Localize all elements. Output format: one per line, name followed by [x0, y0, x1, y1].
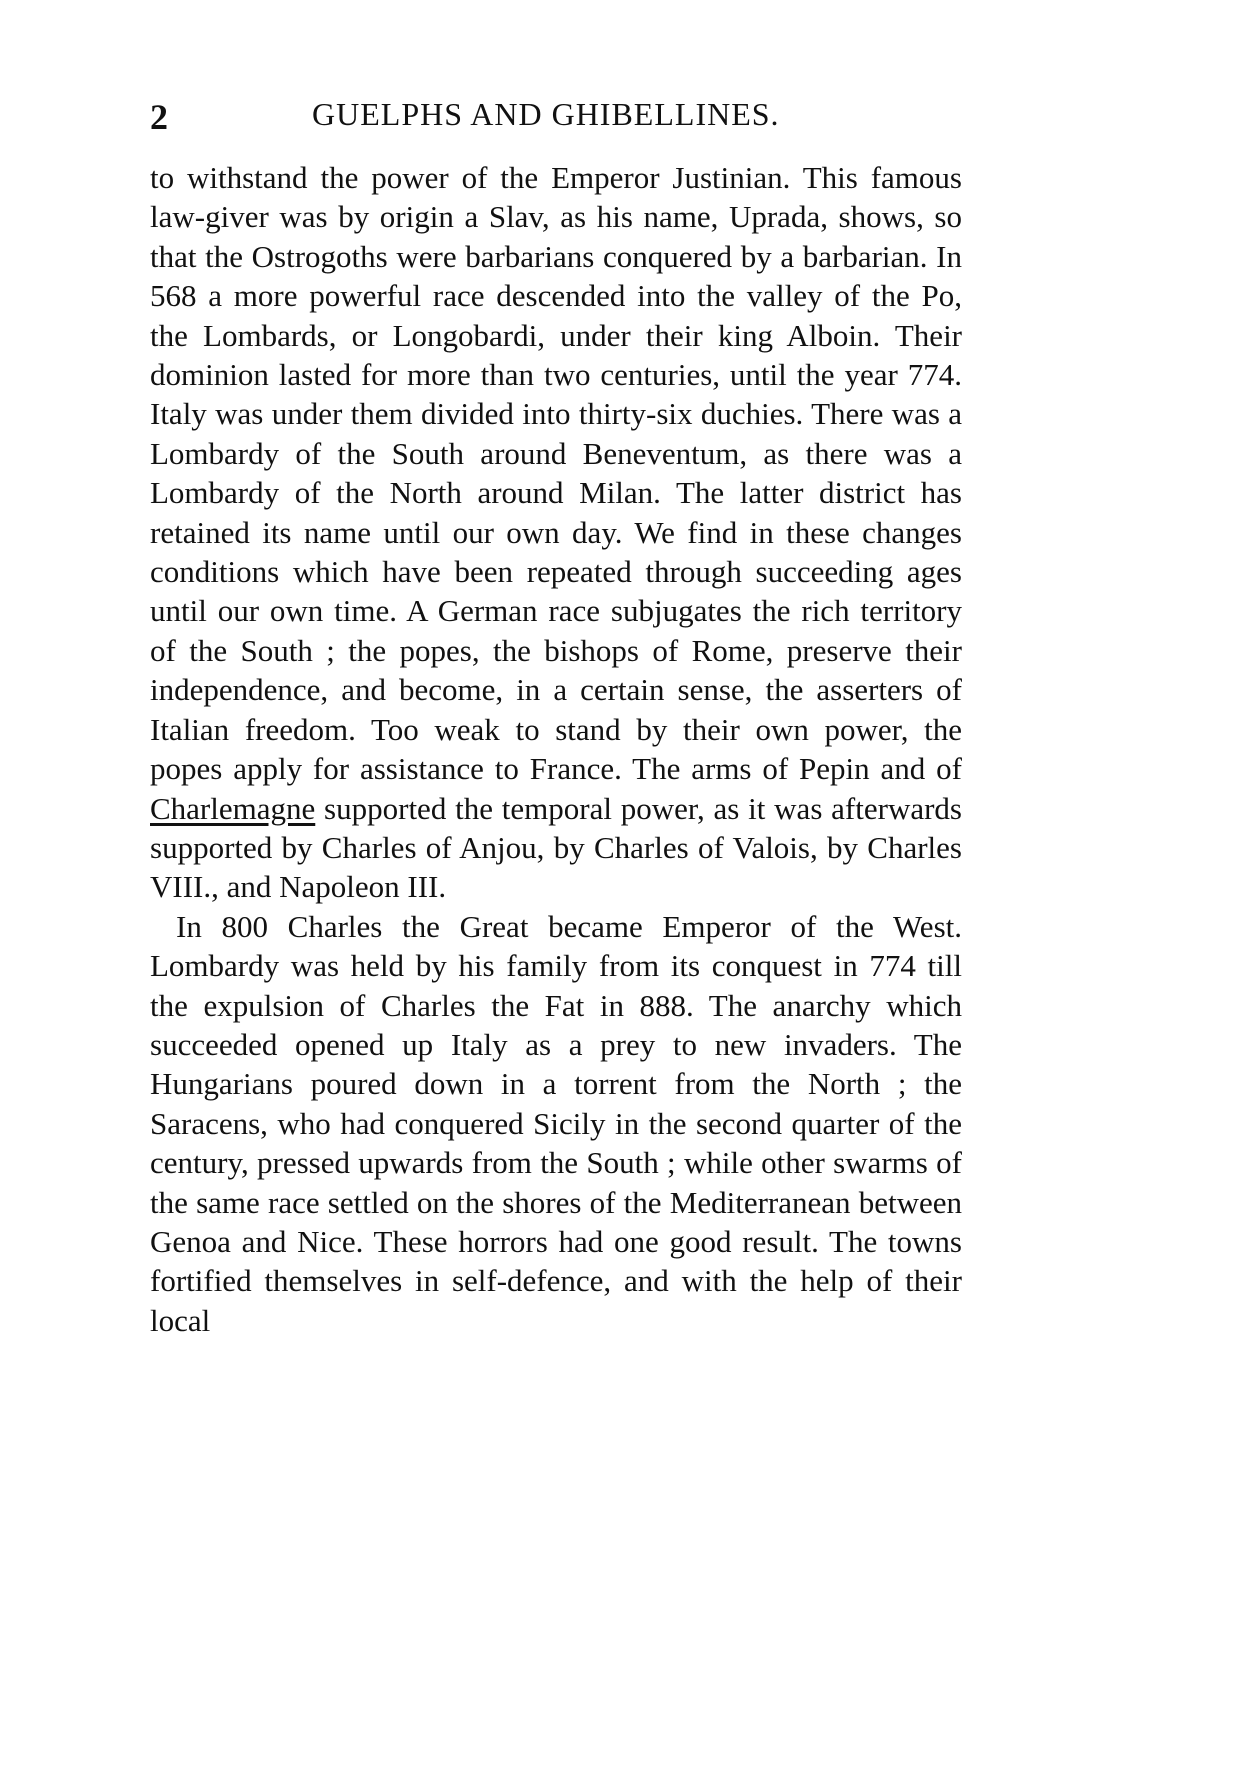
- paragraph-text: supported the temporal power, as it was afterwards supported by Charles of Anjou, by Charles of Valois, by Charles VIII., and Napoleon III.: [150, 790, 962, 905]
- page-header: [150, 96, 960, 144]
- underlined-word: Charlemagne: [150, 790, 316, 826]
- page-number: 2: [150, 97, 168, 137]
- paragraph: In 800 Charles the Great became Emperor of the West. Lombardy was held by his family from its conquest in 774 till the expulsion of Charles the Fat in 888. The anarchy which succeeded opened up Italy as a prey to new invaders. The Hungarians poured down in a torrent from the North ; the Saracens, who had conquered Sicily in the second quarter of the century, pressed upwards from the South ; while other swarms of the same race settled on the shores of the Mediterranean between Genoa and Nice. These horrors had one good result. The towns fortified themselves in self-defence, and with the help of their local: [150, 908, 962, 1338]
- body-text: [150, 158, 962, 1340]
- running-title: GUELPHS AND GHIBELLINES.: [312, 96, 780, 132]
- paragraph-text: to withstand the power of the Emperor Justinian. This famous law-giver was by origin a Slav, as his name, Uprada, shows, so that the Ostrogoths were barbarians conquered by a barbarian. In 568 a more powerful race descended into the valley of the Po, the Lombards, or Longobardi, under their king Alboin. Their dominion lasted for more than two centuries, until the year 774. Italy was under them divided into thirty-six duchies. There was a Lombardy of the South around Beneventum, as there was a Lombardy of the North around Milan. The latter district has retained its name until our own day. We find in these changes conditions which have been repeated through succeeding ages until our own time. A German race subjugates the rich territory of the South ; the popes, the bishops of Rome, preserve their independence, and become, in a certain sense, the asserters of Italian freedom. Too weak to stand by their own power, the popes apply for assistance to France. The arms of Pepin and of: [150, 160, 962, 787]
- paragraph: [150, 158, 962, 907]
